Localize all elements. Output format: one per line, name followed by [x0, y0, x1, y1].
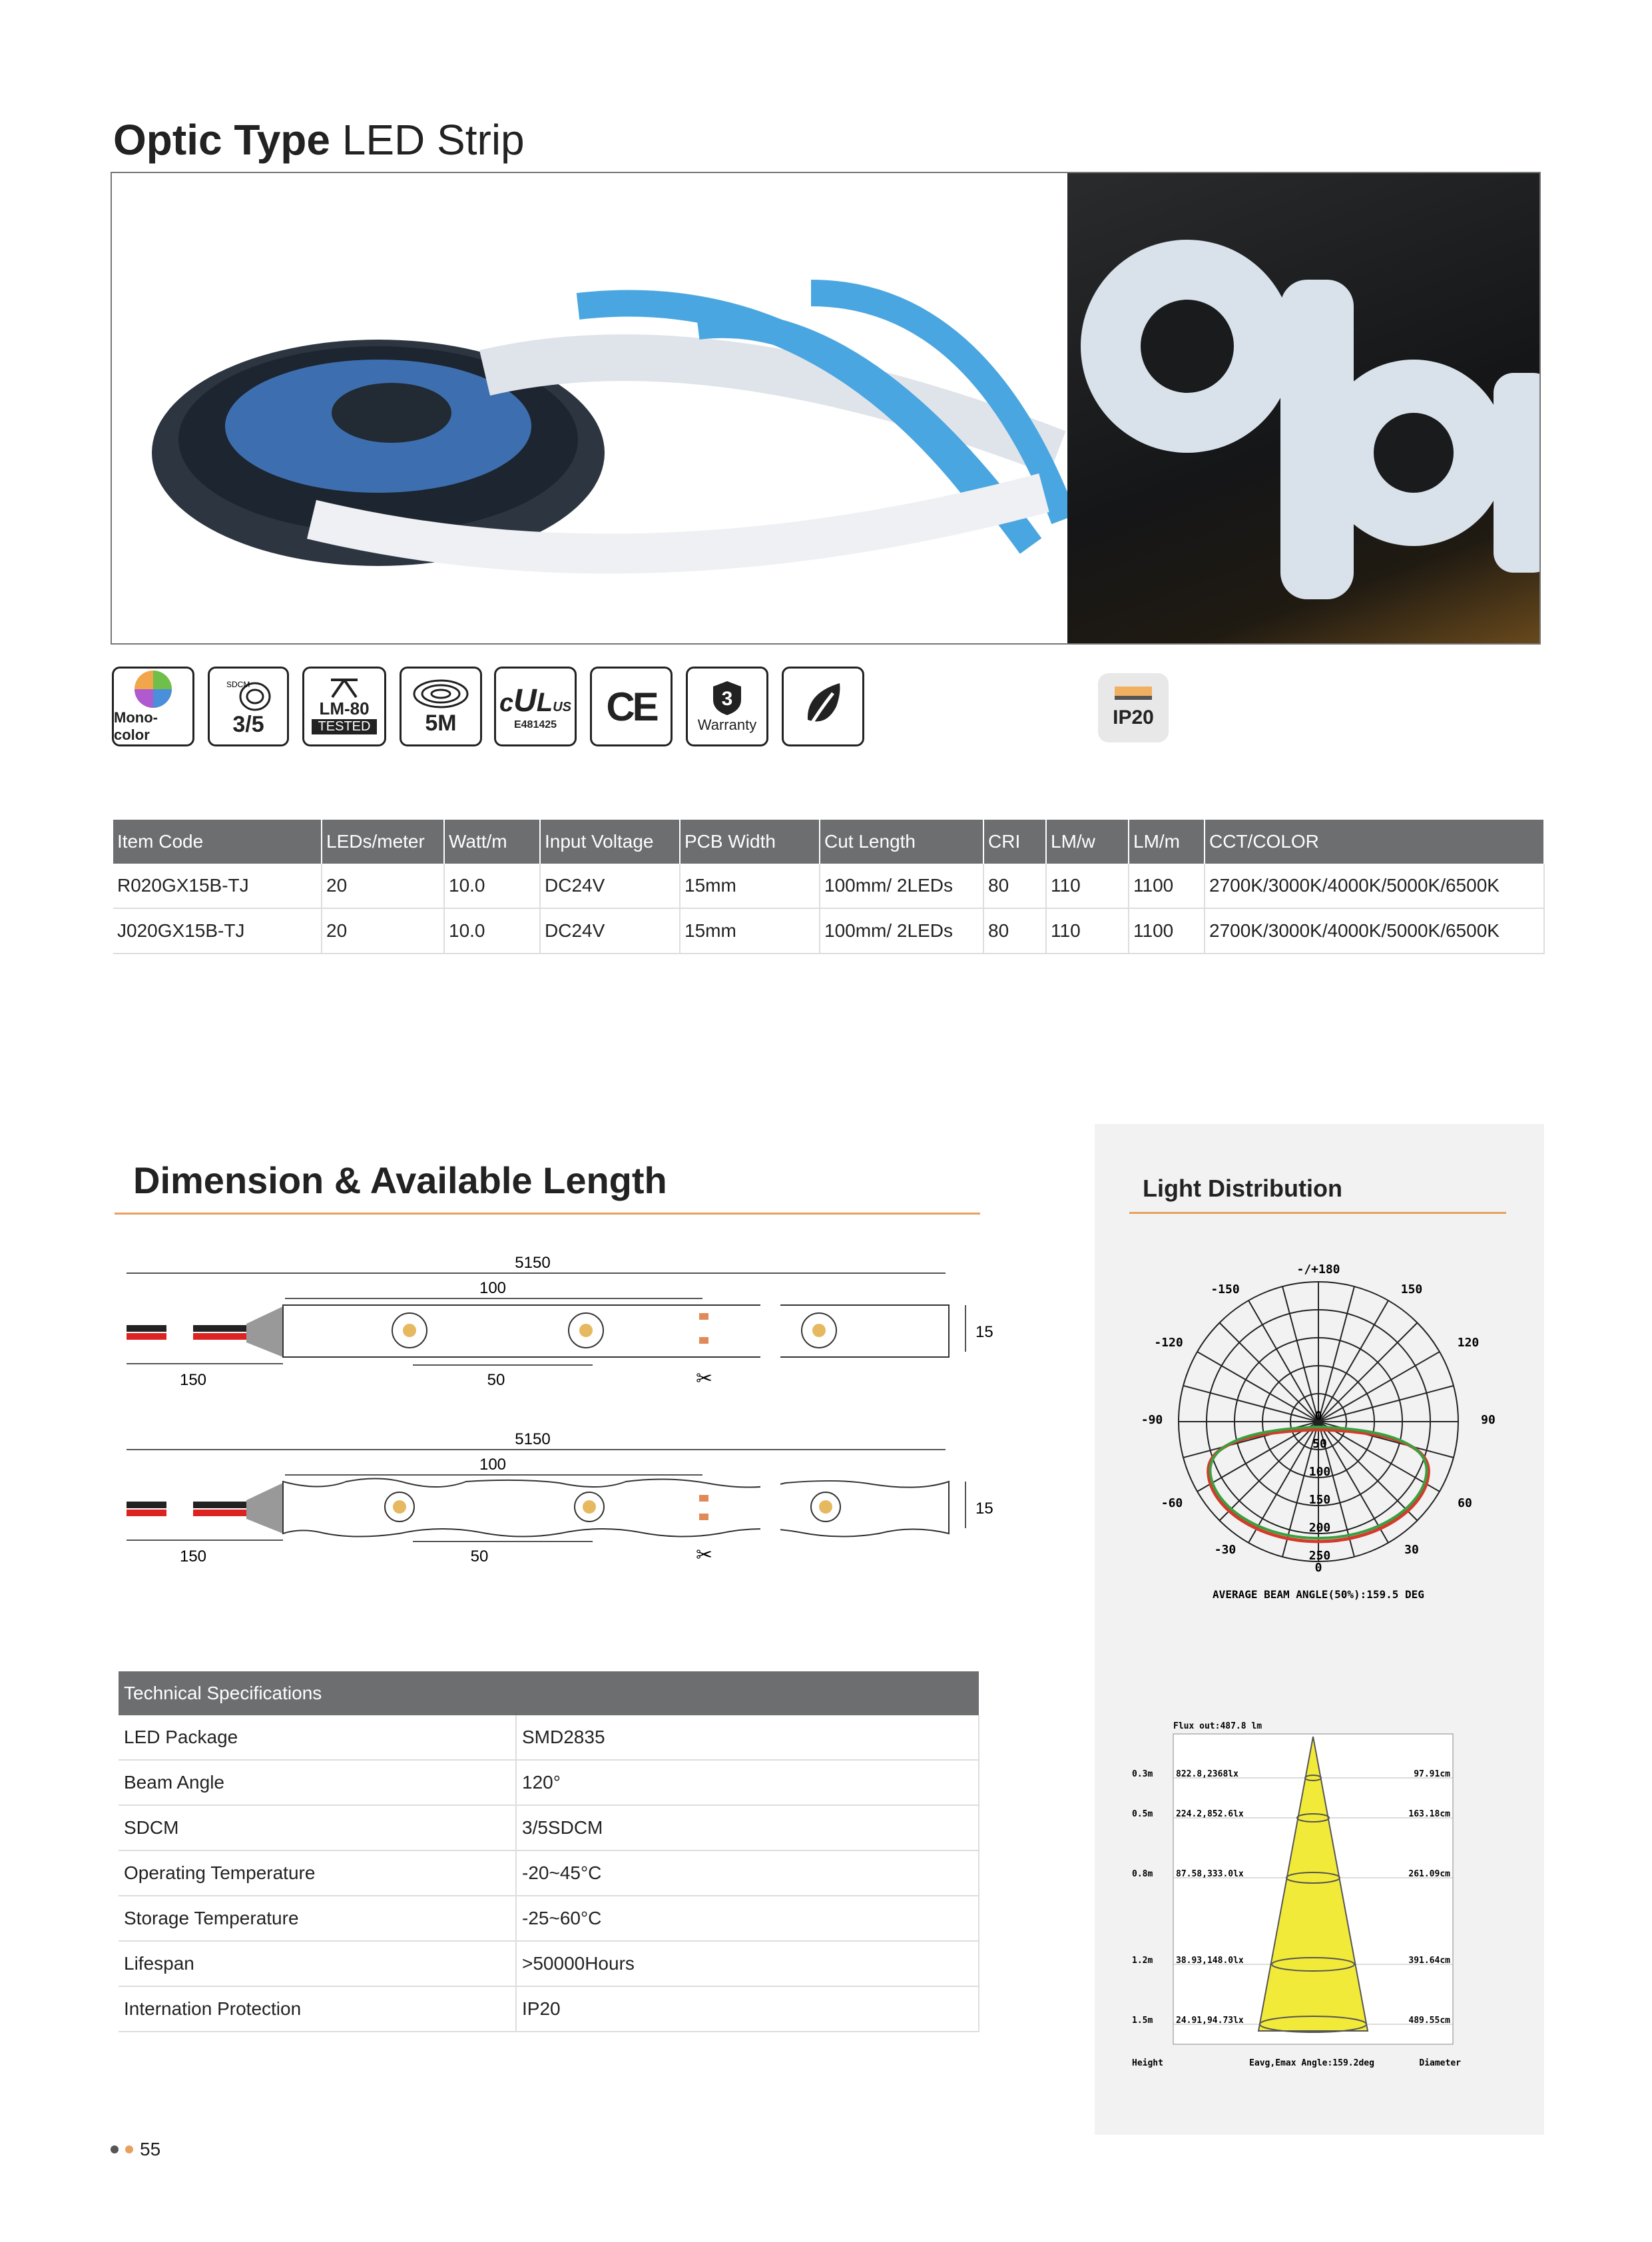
flexible-leaf-icon: [800, 680, 846, 733]
spec-value: 3/5SDCM: [516, 1805, 979, 1850]
cell: 1100: [1129, 864, 1205, 908]
dot-icon: [125, 2145, 133, 2153]
cell: 100mm/ 2LEDs: [820, 908, 983, 954]
illuminance-label: 24.91,94.73lx: [1176, 2016, 1244, 2026]
badge-sublabel: TESTED: [312, 719, 378, 734]
angle-label: -120: [1154, 1336, 1183, 1350]
cell: 10.0: [444, 908, 540, 954]
cone-footer-mid: Eavg,Emax Angle:159.2deg: [1249, 2058, 1374, 2068]
flexible-badge: [782, 667, 864, 746]
col-header: Watt/m: [444, 820, 540, 864]
hero-image: [111, 172, 1541, 645]
table-row: [119, 1941, 979, 1986]
sdcm-icon: [225, 675, 272, 712]
sdcm-badge: [208, 667, 289, 746]
angle-label: 150: [1400, 1282, 1423, 1296]
diameter-label: 261.09cm: [1408, 1869, 1450, 1879]
cone-footer-left: Height: [1132, 2058, 1163, 2068]
dimension-drawing-wavy: [120, 1428, 999, 1575]
table-row: [113, 908, 1544, 954]
cell: 80: [983, 908, 1046, 954]
half-pitch-label: 50: [487, 1371, 505, 1389]
illuminance-label: 224.2,852.6lx: [1176, 1809, 1244, 1819]
table-row: [119, 1986, 979, 2032]
cell: DC24V: [540, 908, 680, 954]
badge-label: 5M: [425, 710, 457, 736]
cell: 10.0: [444, 864, 540, 908]
polar-diagram: [1125, 1252, 1512, 1625]
spec-value: -25~60°C: [516, 1896, 979, 1941]
radial-label: 250: [1308, 1549, 1331, 1563]
color-wheel-icon: [133, 669, 173, 709]
spec-value: -20~45°C: [516, 1850, 979, 1896]
cell: R020GX15B-TJ: [113, 864, 322, 908]
table-row: [119, 1760, 979, 1805]
cell: DC24V: [540, 864, 680, 908]
diameter-label: 97.91cm: [1414, 1769, 1450, 1779]
angle-label: 30: [1404, 1543, 1419, 1557]
angle-label: -150: [1211, 1282, 1240, 1296]
flux-label: Flux out:487.8 lm: [1173, 1721, 1262, 1731]
backlit-sign-photo: [1067, 173, 1541, 645]
badge-label: Mono-color: [114, 709, 158, 743]
spec-value: SMD2835: [516, 1715, 979, 1760]
lead-label: 150: [179, 1547, 207, 1565]
table-row: [119, 1896, 979, 1941]
col-header: LM/w: [1046, 820, 1129, 864]
light-distribution-heading: Light Distribution: [1143, 1175, 1342, 1202]
angle-label: 120: [1457, 1336, 1480, 1350]
spec-name: Storage Temperature: [119, 1896, 516, 1941]
led-reel-illustration: [112, 173, 1067, 643]
angle-label: -60: [1161, 1496, 1183, 1510]
badge-label: 3/5: [232, 712, 264, 737]
width-label: 15: [975, 1323, 993, 1341]
spec-name: Lifespan: [119, 1941, 516, 1986]
badge-label: LM-80: [319, 699, 370, 718]
scissors-icon: ✂: [696, 1543, 713, 1567]
technical-spec-table: [119, 1671, 979, 2032]
ip-strip-icon: [1115, 687, 1152, 700]
spec-name: Beam Angle: [119, 1760, 516, 1805]
ip-label: IP20: [1113, 706, 1154, 728]
col-header: CCT/COLOR: [1205, 820, 1544, 864]
badge-label: Warranty: [697, 716, 757, 733]
cell: 1100: [1129, 908, 1205, 954]
cell: 20: [322, 864, 444, 908]
diameter-label: 163.18cm: [1408, 1809, 1450, 1819]
angle-label: -30: [1214, 1543, 1237, 1557]
height-label: 1.5m: [1132, 2016, 1153, 2026]
dimension-drawing-straight: [120, 1252, 999, 1398]
height-label: 0.3m: [1132, 1769, 1153, 1779]
cell: 15mm: [680, 908, 820, 954]
height-label: 0.5m: [1132, 1809, 1153, 1819]
total-length-label: 5150: [515, 1254, 551, 1272]
col-header: Cut Length: [820, 820, 983, 864]
width-label: 15: [975, 1500, 993, 1518]
angle-label: -90: [1141, 1413, 1163, 1427]
radial-label: 50: [1312, 1437, 1327, 1451]
illuminance-cone: [1132, 1718, 1472, 2078]
radial-label: 0: [1314, 1409, 1322, 1423]
heading-rule: [115, 1213, 980, 1215]
angle-label: 60: [1458, 1496, 1472, 1510]
spec-name: SDCM: [119, 1805, 516, 1850]
illuminance-label: 38.93,148.0lx: [1176, 1956, 1244, 1966]
svg-text:3: 3: [721, 687, 733, 710]
dimension-heading: Dimension & Available Length: [133, 1159, 667, 1201]
beam-angle-caption: AVERAGE BEAM ANGLE(50%):159.5 DEG: [1213, 1588, 1424, 1601]
warranty-shield-icon: [710, 680, 744, 716]
spec-name: Operating Temperature: [119, 1850, 516, 1896]
cell: 20: [322, 908, 444, 954]
cell: 110: [1046, 908, 1129, 954]
page-number: 55: [140, 2139, 161, 2159]
col-header: Item Code: [113, 820, 322, 864]
lm80-icon: [324, 679, 364, 699]
svg-text:SDCM: SDCM: [226, 680, 250, 689]
spec-header-row: [113, 820, 1544, 864]
height-label: 1.2m: [1132, 1956, 1153, 1966]
angle-label: 0: [1314, 1561, 1322, 1575]
table-row: [119, 1715, 979, 1760]
radial-label: 150: [1308, 1493, 1331, 1507]
title-bold: Optic Type: [113, 116, 330, 164]
height-label: 0.8m: [1132, 1869, 1153, 1879]
length-badge: [400, 667, 482, 746]
badge-sublabel: E481425: [513, 718, 557, 730]
cell: 15mm: [680, 864, 820, 908]
diameter-label: 489.55cm: [1408, 2016, 1450, 2026]
radial-label: 200: [1308, 1521, 1331, 1535]
dot-icon: [111, 2145, 119, 2153]
spec-value: 120°: [516, 1760, 979, 1805]
table-row: [119, 1850, 979, 1896]
spec-value: IP20: [516, 1986, 979, 2032]
ce-badge: [590, 667, 673, 746]
cell: 2700K/3000K/4000K/5000K/6500K: [1205, 864, 1544, 908]
illuminance-label: 87.58,333.0lx: [1176, 1869, 1244, 1879]
cone-footer-right: Diameter: [1419, 2058, 1461, 2068]
pitch-label: 100: [479, 1456, 507, 1474]
col-header: LEDs/meter: [322, 820, 444, 864]
col-header: Input Voltage: [540, 820, 680, 864]
total-length-label: 5150: [515, 1430, 551, 1448]
title-light: LED Strip: [330, 116, 525, 164]
spec-table: [113, 820, 1545, 954]
angle-label: 90: [1481, 1413, 1496, 1427]
ul-icon: cULUS: [499, 683, 572, 718]
radial-label: 100: [1308, 1465, 1331, 1479]
table-row: [113, 864, 1544, 908]
angle-label: -/+180: [1296, 1262, 1340, 1276]
page-title: [113, 113, 525, 166]
scissors-icon: ✂: [696, 1367, 713, 1390]
col-header: PCB Width: [680, 820, 820, 864]
col-header: LM/m: [1129, 820, 1205, 864]
diameter-label: 391.64cm: [1408, 1956, 1450, 1966]
illuminance-label: 822.8,2368lx: [1176, 1769, 1239, 1779]
page-footer: [111, 2139, 160, 2160]
cell: 80: [983, 864, 1046, 908]
cell: 100mm/ 2LEDs: [820, 864, 983, 908]
spec-value: >50000Hours: [516, 1941, 979, 1986]
heading-rule: [1129, 1212, 1506, 1214]
spec-name: LED Package: [119, 1715, 516, 1760]
ip-badge: [1098, 673, 1169, 742]
lm80-badge: [302, 667, 386, 746]
tech-header: Technical Specifications: [119, 1671, 979, 1715]
cell: 110: [1046, 864, 1129, 908]
reel-icon: [411, 677, 471, 710]
cell: J020GX15B-TJ: [113, 908, 322, 954]
mono-color-badge: [112, 667, 194, 746]
half-pitch-label: 50: [470, 1547, 489, 1565]
table-row: [119, 1805, 979, 1850]
ul-badge: [494, 667, 577, 746]
pitch-label: 100: [479, 1279, 507, 1297]
ce-icon: CE: [606, 684, 657, 729]
spec-name: Internation Protection: [119, 1986, 516, 2032]
col-header: CRI: [983, 820, 1046, 864]
warranty-badge: [686, 667, 768, 746]
lead-label: 150: [179, 1371, 207, 1389]
cell: 2700K/3000K/4000K/5000K/6500K: [1205, 908, 1544, 954]
